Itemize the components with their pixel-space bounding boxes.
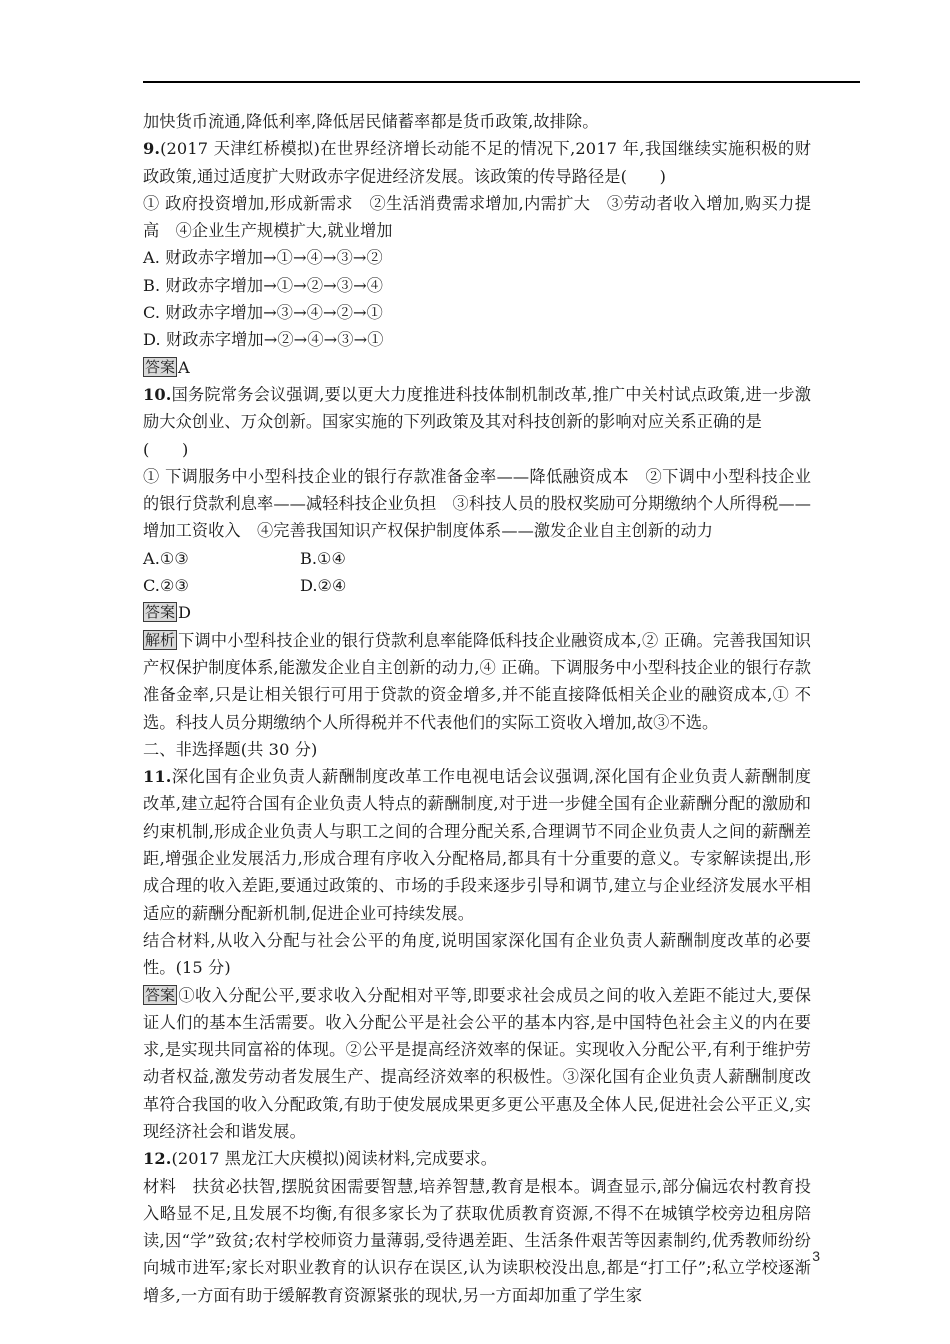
question-9-answer-line xyxy=(143,354,811,381)
question-11-stem xyxy=(143,763,811,927)
page-content xyxy=(143,108,811,1309)
question-9-option-d: D. 财政赤字增加→②→④→③→① xyxy=(143,330,384,350)
question-10-answer-value: D xyxy=(178,603,192,623)
header-rule xyxy=(143,81,860,83)
question-10-option-a: A.①③ xyxy=(143,548,189,568)
answer-label-badge: 答案 xyxy=(145,603,176,622)
question-10-stem-blank: ( ) xyxy=(143,439,189,459)
question-12-stem-text: (2017 黑龙江大庆模拟)阅读材料,完成要求。 xyxy=(171,1149,497,1169)
question-12-material xyxy=(143,1173,811,1309)
question-10-statements: ① 下调服务中小型科技企业的银行存款准备金率——降低融资成本 ②下调中小型科技企业的银行贷款利息率——减轻科技企业负担 ③科技人员的股权奖励可分期缴纳个人所得税——增加工资收入 ④完善我国知识产权保护制度体系——激发企业自主创新的动力 xyxy=(143,466,811,541)
question-10-options-row-1 xyxy=(143,545,811,572)
question-10-option-b: B.①④ xyxy=(300,548,347,568)
question-10-stem xyxy=(143,381,811,436)
analysis-label-badge: 解析 xyxy=(145,630,176,649)
question-10-option-c: C.②③ xyxy=(143,576,189,596)
carryover-explanation: 加快货币流通,降低利率,降低居民储蓄率都是货币政策,故排除。 xyxy=(143,112,599,131)
page-number: 3 xyxy=(812,1248,820,1264)
question-11-number: 11. xyxy=(143,767,172,787)
question-11-stem-text: 深化国有企业负责人薪酬制度改革工作电视电话会议强调,深化国有企业负责人薪酬制度改革,建立起符合国有企业负责人特点的薪酬制度,对于进一步健全国有企业薪酬分配的激励和约束机制,形成企业负责人与职工之间的合理分配关系,合理调节不同企业负责人之间的薪酬差距,增强企业发展活力,形成合理有序收入分配格局,都具有十分重要的意义。专家解读提出,形成合理的收入差距,要通过政策的、市场的手段来逐步引导和调节,建立与企业经济发展水平相适应的薪酬分配新机制,促进企业可持续发展。 xyxy=(143,767,811,923)
question-10-option-d: D.②④ xyxy=(300,576,347,596)
answer-label-badge: 答案 xyxy=(145,985,176,1004)
question-10-number: 10. xyxy=(143,384,172,404)
question-10-stem-text: 国务院常务会议强调,要以更大力度推进科技体制机制改革,推广中关村试点政策,进一步激励大众创业、万众创新。国家实施的下列政策及其对科技创新的影响对应关系正确的是 xyxy=(143,384,811,432)
question-9-option-b: B. 财政赤字增加→①→②→③→④ xyxy=(143,275,384,295)
question-9-stem-text: (2017 天津红桥模拟)在世界经济增长动能不足的情况下,2017 年,我国继续实施积极的财政政策,通过适度扩大财政赤字促进经济发展。该政策的传导路径是( ) xyxy=(143,139,811,186)
question-9-stem xyxy=(143,135,811,190)
question-11-task: 结合材料,从收入分配与社会公平的角度,说明国家深化国有企业负责人薪酬制度改革的必要性。(15 分) xyxy=(143,930,811,978)
material-text: 扶贫必扶智,摆脱贫困需要智慧,培养智慧,教育是根本。调查显示,部分偏远农村教育投入略显不足,且发展不均衡,有很多家长为了获取优质教育资源,不得不在城镇学校旁边租房陪读,因“学”致贫;农村学校师资力量薄弱,受待遇差距、生活条件艰苦等因素制约,优秀教师纷纷向城市进军;家长对职业教育的认识存在误区,认为读职校没出息,都是“打工仔”;私立学校逐渐增多,一方面有助于缓解教育资源紧张的现状,另一方面却加重了学生家 xyxy=(143,1176,811,1305)
question-10-analysis-text: 下调中小型科技企业的银行贷款利息率能降低科技企业融资成本,② 正确。完善我国知识产权保护制度体系,能激发企业自主创新的动力,④ 正确。下调服务中小型科技企业的银行存款准备金率,只是让相关银行可用于贷款的资金增多,并不能直接降低相关企业的融资成本,① 不选。科技人员分期缴纳个人所得税并不代表他们的实际工资收入增加,故③不选。 xyxy=(143,630,811,732)
answer-label-badge: 答案 xyxy=(145,357,176,376)
question-10-answer-line xyxy=(143,599,811,626)
question-11-answer-text: ①收入分配公平,要求收入分配相对平等,即要求社会成员之间的收入差距不能过大,要保证人们的基本生活需要。收入分配公平是社会公平的基本内容,是中国特色社会主义的内在要求,是实现共同富裕的体现。②公平是提高经济效率的保证。实现收入分配公平,有利于维护劳动者权益,激发劳动者发展生产、提高经济效率的积极性。③深化国有企业负责人薪酬制度改革符合我国的收入分配政策,有助于使发展成果更多更公平惠及全体人民,促进社会公平正义,实现经济社会和谐发展。 xyxy=(143,985,811,1141)
question-11-answer xyxy=(143,982,811,1146)
question-9-option-a: A. 财政赤字增加→①→④→③→② xyxy=(143,248,383,268)
question-9-option-c: C. 财政赤字增加→③→④→②→① xyxy=(143,303,383,323)
section-2-heading: 二、非选择题(共 30 分) xyxy=(143,739,318,759)
question-10-options-row-2 xyxy=(143,572,811,599)
question-9-number: 9. xyxy=(143,139,161,159)
question-9-answer-value: A xyxy=(178,357,190,377)
question-12-stem xyxy=(143,1145,811,1172)
question-9-statements: ① 政府投资增加,形成新需求 ②生活消费需求增加,内需扩大 ③劳动者收入增加,购买力提高 ④企业生产规模扩大,就业增加 xyxy=(143,193,811,241)
material-label: 材料 xyxy=(143,1176,177,1196)
question-12-number: 12. xyxy=(143,1149,172,1169)
question-10-analysis xyxy=(143,627,811,736)
